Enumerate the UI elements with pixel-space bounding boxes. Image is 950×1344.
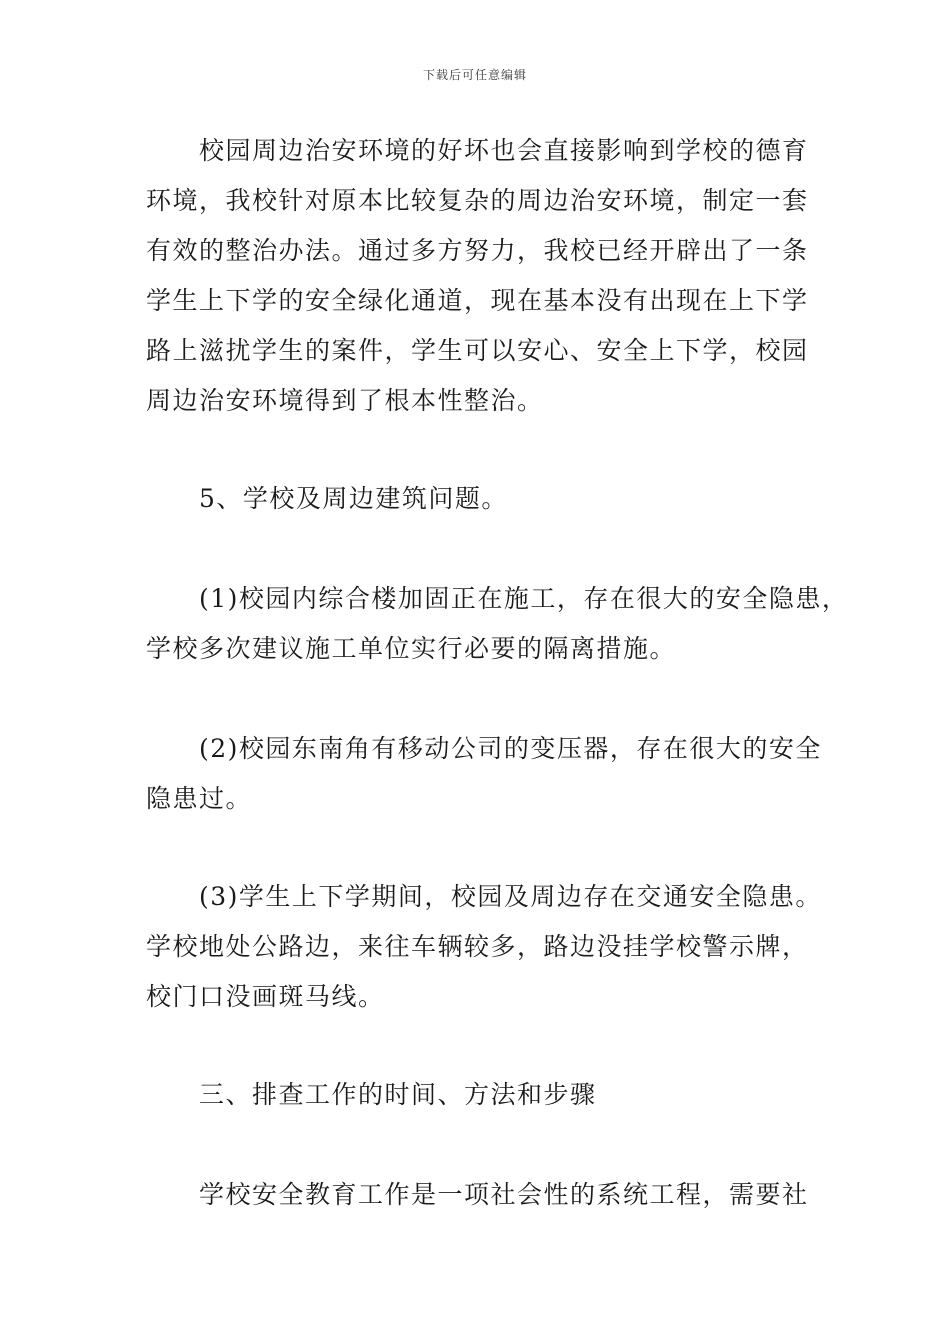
text-line: 路上滋扰学生的案件，学生可以安心、安全上下学，校园: [146, 336, 809, 365]
text-line: 隐患过。: [146, 784, 253, 813]
section-heading-buildings: [146, 474, 816, 524]
text-line: (2)校园东南角有移动公司的变压器，存在很大的安全: [146, 734, 822, 763]
text-line: 学校多次建议施工单位实行必要的隔离措施。: [146, 634, 677, 663]
text-line: 校园周边治安环境的好坏也会直接影响到学校的德育: [146, 136, 809, 165]
paragraph-item-1: [146, 574, 849, 674]
paragraph-item-2: [146, 724, 822, 824]
text-line: 周边治安环境得到了根本性整治。: [146, 386, 544, 415]
paragraph-campus-security: [146, 126, 816, 426]
text-line: (3)学生上下学期间，校园及周边存在交通安全隐患。: [146, 882, 822, 911]
text-line: 环境，我校针对原本比较复杂的周边治安环境，制定一套: [146, 186, 809, 215]
text-line: 三、排查工作的时间、方法和步骤: [146, 1080, 597, 1109]
text-line: 学生上下学的安全绿化通道，现在基本没有出现在上下学: [146, 286, 809, 315]
download-note: 下载后可任意编辑: [422, 68, 527, 82]
text-line: 学校安全教育工作是一项社会性的系统工程，需要社: [146, 1180, 809, 1209]
text-line: 有效的整治办法。通过多方努力，我校已经开辟出了一条: [146, 236, 809, 265]
text-line: 校门口没画斑马线。: [146, 982, 385, 1011]
paragraph-safety-education: [146, 1170, 816, 1220]
text-line: (1)校园内综合楼加固正在施工，存在很大的安全隐患，: [146, 584, 849, 613]
section-heading-schedule: [146, 1070, 816, 1120]
paragraph-item-3: [146, 872, 822, 1022]
text-line: 5、学校及周边建筑问题。: [146, 484, 508, 513]
text-line: 学校地处公路边，来往车辆较多，路边没挂学校警示牌，: [146, 932, 809, 961]
